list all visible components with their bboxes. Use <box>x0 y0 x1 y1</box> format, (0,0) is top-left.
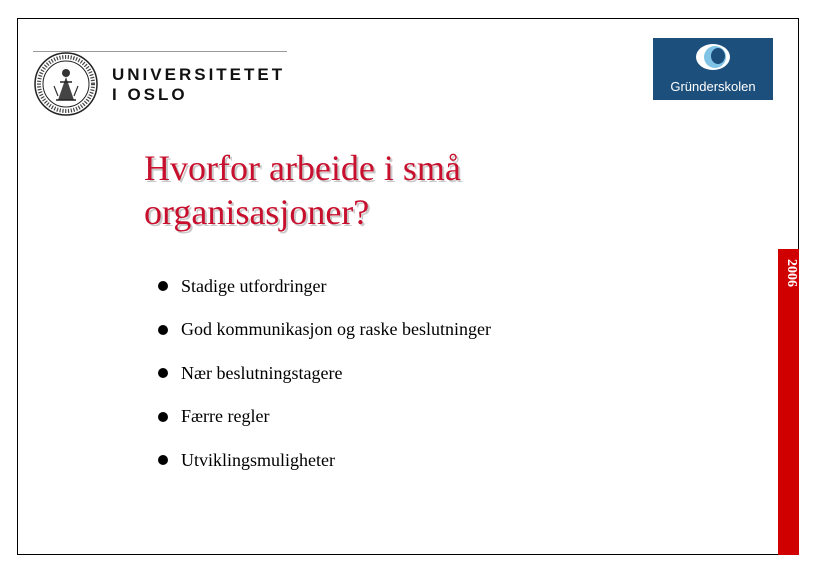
year-sidebar <box>778 249 799 555</box>
bullet-list <box>158 275 491 493</box>
page-title-line2: organisasjoner? <box>144 192 370 232</box>
page-title <box>144 146 461 234</box>
university-seal-icon <box>34 52 98 116</box>
list-item <box>158 406 491 428</box>
bullet-dot-icon <box>158 412 168 422</box>
bullet-text: God kommunikasjon og raske beslutninger <box>181 319 491 339</box>
list-item <box>158 319 491 341</box>
grunderskolen-logo-icon <box>653 38 773 100</box>
drop-logo-icon <box>693 42 733 72</box>
year-label: 2006 <box>784 259 799 287</box>
bullet-dot-icon <box>158 325 168 335</box>
university-name-line1: UNIVERSITETET <box>112 65 286 84</box>
university-name <box>112 65 285 105</box>
list-item <box>158 449 491 471</box>
list-item <box>158 275 491 297</box>
bullet-text: Færre regler <box>181 406 270 426</box>
partner-logo-text: Gründerskolen <box>670 79 756 94</box>
bullet-dot-icon <box>158 455 168 465</box>
bullet-text: Nær beslutningstagere <box>181 362 343 383</box>
university-name-line2: I OSLO <box>112 85 188 104</box>
bullet-dot-icon <box>158 281 168 291</box>
bullet-dot-icon <box>158 368 168 378</box>
bullet-text: Stadige utfordringer <box>181 275 327 296</box>
list-item <box>158 362 491 384</box>
page-title-line1: Hvorfor arbeide i små <box>144 148 461 188</box>
bullet-text: Utviklingsmuligheter <box>181 449 335 470</box>
